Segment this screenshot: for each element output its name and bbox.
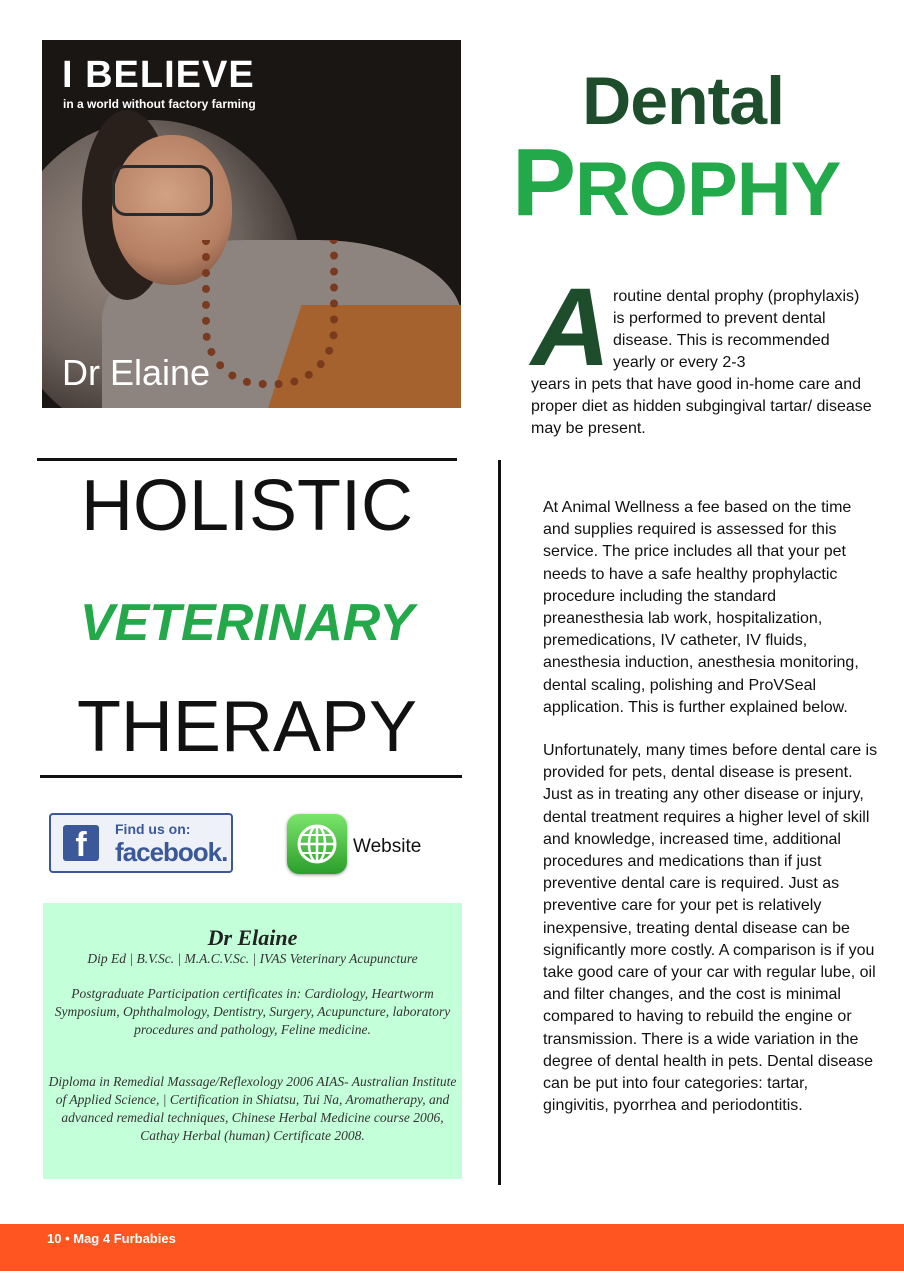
credentials-diploma: Diploma in Remedial Massage/Reflexology 2006 AIAS- Australian Institute of Applied Science, | Certification in Shiatsu, Tui Na, Aromatherapy, and advanced remedial techniques, Chinese Herbal Medicine course 2006, Cathay Herbal (human) Certificate 2008. bbox=[48, 1074, 457, 1143]
photo-caption: Dr Elaine bbox=[62, 352, 211, 393]
credentials-name: Dr Elaine bbox=[207, 925, 298, 950]
footer-page-label: 10 • Mag 4 Furbabies bbox=[47, 1231, 176, 1246]
heading-veterinary: VETERINARY bbox=[79, 594, 415, 652]
page-footer bbox=[0, 1224, 904, 1271]
profile-photo bbox=[42, 40, 461, 408]
facebook-button[interactable] bbox=[49, 813, 233, 873]
title-prophy-initial: P bbox=[512, 129, 576, 236]
title-prophy bbox=[512, 128, 840, 238]
credentials-box bbox=[43, 903, 462, 1179]
top-divider bbox=[37, 458, 457, 461]
photo-necklace bbox=[202, 240, 338, 388]
column-divider bbox=[498, 460, 501, 1185]
website-link[interactable]: Website bbox=[353, 836, 422, 857]
title-dental: Dental bbox=[582, 63, 784, 139]
bottom-divider bbox=[40, 775, 462, 778]
photo-tagline: in a world without factory farming bbox=[63, 97, 256, 111]
body-paragraph-fees: At Animal Wellness a fee based on the time and supplies required is assessed for this service. The price includes all that your pet needs to have a safe healthy prophylactic procedure including the standard preanesthesia lab work, hospitalization, premedications, IV catheter, IV fluids, anesthesia induction, anesthesia monitoring, dental scaling, polishing and ProVSeal application. This is further explained below. bbox=[543, 499, 859, 716]
facebook-name-label: facebook. bbox=[115, 837, 228, 867]
facebook-find-label: Find us on: bbox=[115, 821, 191, 837]
title-prophy-rest: ROPHY bbox=[575, 147, 841, 232]
intro-paragraph-top: routine dental prophy (prophylaxis) is performed to prevent dental disease. This is recommended yearly or every 2-3 bbox=[613, 288, 860, 371]
facebook-icon: f bbox=[63, 825, 99, 861]
intro-paragraph-bottom: years in pets that have good in-home care and proper diet as hidden subgingival tartar/ disease may be present. bbox=[531, 376, 872, 437]
heading-holistic: HOLISTIC bbox=[80, 466, 414, 546]
drop-cap: A bbox=[531, 266, 611, 389]
photo-headline: I BELIEVE bbox=[62, 54, 255, 96]
credentials-postgrad: Postgraduate Participation certificates in: Cardiology, Heartworm Symposium, Ophthalmology, Dentistry, Surgery, Acupuncture, laboratory procedures and pathology, Feline medicine. bbox=[54, 986, 451, 1037]
heading-therapy: THERAPY bbox=[76, 687, 418, 767]
photo-glasses bbox=[112, 165, 213, 216]
credentials-degrees: Dip Ed | B.V.Sc. | M.A.C.V.Sc. | IVAS Veterinary Acupuncture bbox=[87, 951, 418, 966]
body-paragraph-disease: Unfortunately, many times before dental care is provided for pets, dental disease is present. Just as in treating any other disease or injury, dental treatment requires a higher level of skill and knowledge, increased time, additional procedures and medications than if just preventive dental care is required. Just as preventive care for your pet is relatively inexpensive, treating dental disease can be significantly more costly. A comparison is if you take good care of your car with regular lube, oil and filter changes, and the cost is minimal compared to having to rebuild the engine or transmission. There is a wide variation in the degree of dental health in pets. Dental disease can be put into four categories: tartar, gingivitis, pyorrhea and periodontitis. bbox=[543, 742, 878, 1115]
globe-icon[interactable] bbox=[287, 814, 347, 874]
